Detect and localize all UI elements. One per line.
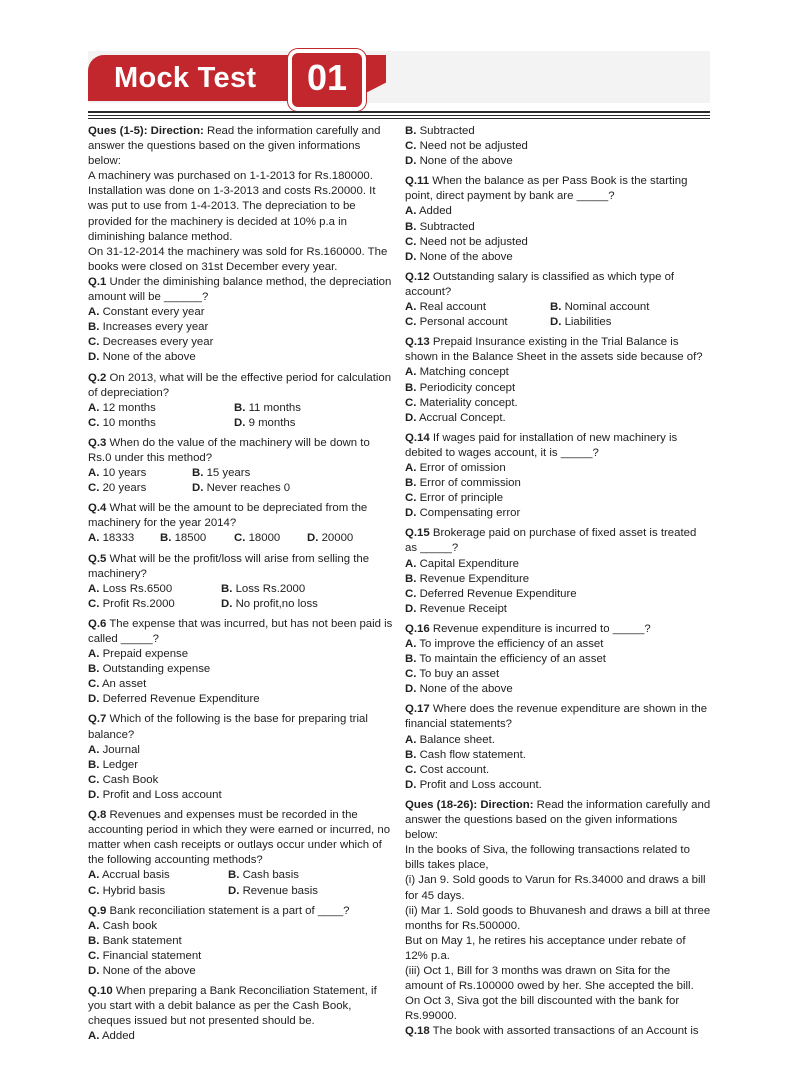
option: D. None of the above [405, 683, 513, 696]
option: B. Cash flow statement. [405, 748, 526, 761]
option: D. None of the above [88, 351, 196, 364]
option: D. Never reaches 0 [192, 482, 291, 495]
option: B. Subtracted [405, 220, 475, 233]
option: C. Materiality concept. [405, 396, 518, 409]
option: B. Nominal account [550, 301, 650, 314]
option: D. None of the above [405, 250, 513, 263]
question-text: Q.9 Bank reconciliation statement is a part of ____? [88, 904, 350, 917]
option: D. Accrual Concept. [405, 411, 506, 424]
option: A. 12 months [88, 401, 156, 414]
option: A. 18333 [88, 532, 135, 545]
question-text: Q.1 Under the diminishing balance method, the depreciation amount will be ______? [88, 275, 392, 304]
direction-info: (i) Jan 9. Sold goods to Varun for Rs.34000 and draws a bill for 45 days. [405, 874, 706, 902]
option: D. None of the above [88, 964, 196, 977]
option: A. Added [405, 205, 452, 218]
question-11 [405, 174, 711, 265]
option: C. Financial statement [88, 949, 202, 962]
direction-info: On 31-12-2014 the machinery was sold for Rs.160000. The books were closed on 31st December every year. [88, 245, 388, 273]
question-text: Q.3 When do the value of the machinery will be down to Rs.0 under this method? [88, 436, 370, 464]
question-text: Q.14 If wages paid for installation of new machinery is debited to wages account, it is _____? [405, 431, 678, 459]
option: D. No profit,no loss [221, 597, 318, 610]
option: C. An asset [88, 678, 147, 691]
direction-info: (iii) Oct 1, Bill for 3 months was drawn on Sita for the amount of Rs.100000 owed by her. She accepted the bill. On Oct 3, Siva got the bill discounted with the bank for Rs.99000. [405, 964, 694, 1023]
question-13 [405, 335, 711, 426]
option: C. Cash Book [88, 773, 159, 786]
header-rule [88, 115, 710, 116]
option: C. 20 years [88, 482, 147, 495]
option: B. To maintain the efficiency of an asset [405, 653, 606, 666]
option: C. To buy an asset [405, 668, 500, 681]
option: C. Personal account [405, 316, 508, 329]
option: C. Hybrid basis [88, 884, 166, 897]
option: D. Revenue basis [228, 884, 318, 897]
option: A. Error of omission [405, 461, 506, 474]
question-text: Q.16 Revenue expenditure is incurred to _____? [405, 622, 651, 635]
question-18 [405, 1024, 711, 1039]
question-14 [405, 431, 711, 522]
option: C. 18000 [234, 532, 281, 545]
option: C. Cost account. [405, 763, 490, 776]
option-row [88, 582, 394, 597]
option: B. Outstanding expense [88, 663, 211, 676]
option: A. Real account [405, 301, 487, 314]
question-text: Q.7 Which of the following is the base for preparing trial balance? [88, 713, 368, 741]
direction-info: (ii) Mar 1. Sold goods to Bhuvanesh and draws a bill at three months for Rs.500000. [405, 904, 711, 932]
option-row [405, 300, 711, 315]
option: A. Balance sheet. [405, 733, 495, 746]
option-row [88, 884, 394, 899]
right-column [405, 124, 711, 1039]
option: A. Matching concept [405, 366, 509, 379]
option: C. Deferred Revenue Expenditure [405, 587, 577, 600]
question-text: Q.8 Revenues and expenses must be recorded in the accounting period in which they were earned or incurred, no matter when cash receipts or outlays occur under which of the following accounting methods? [88, 809, 391, 867]
option: D. None of the above [405, 155, 513, 168]
option: A. Accrual basis [88, 869, 170, 882]
direction-text: Ques (1-5): Direction: Read the information carefully and answer the questions based on the given informations below: [88, 125, 381, 168]
option: C. Decreases every year [88, 336, 214, 349]
direction-info: But on May 1, he retires his acceptance under rebate of 12% p.a. [405, 934, 686, 962]
option: D. 9 months [234, 416, 296, 429]
option: B. 15 years [192, 467, 251, 480]
option: B. Subtracted [405, 125, 475, 137]
direction-block [88, 124, 394, 275]
question-6 [88, 617, 394, 708]
header-rule [88, 111, 710, 113]
option: D. Profit and Loss account [88, 788, 222, 801]
question-text: Q.5 What will be the profit/loss will arise from selling the machinery? [88, 552, 370, 580]
option: A. Constant every year [88, 306, 205, 319]
question-text: Q.4 What will be the amount to be depreciated from the machinery for the year 2014? [88, 502, 368, 530]
option: A. Cash book [88, 919, 158, 932]
option: A. 10 years [88, 467, 147, 480]
question-5 [88, 552, 394, 612]
option: B. Revenue Expenditure [405, 572, 530, 585]
option: C. Need not be adjusted [405, 235, 528, 248]
option: A. Journal [88, 743, 140, 756]
option: B. Increases every year [88, 321, 209, 334]
question-text: Q.15 Brokerage paid on purchase of fixed asset is treated as _____? [405, 527, 697, 555]
option: C. Error of principle [405, 492, 504, 505]
question-16 [405, 622, 711, 697]
option: B. 18500 [160, 532, 207, 545]
question-text: Q.10 When preparing a Bank Reconciliation Statement, if you start with a debit balance as per the Cash Book, cheques issued but not presented should be. [88, 985, 377, 1028]
question-17 [405, 702, 711, 793]
option: A. To improve the efficiency of an asset [405, 638, 604, 650]
question-4 [88, 501, 394, 546]
question-text: Q.17 Where does the revenue expenditure are shown in the financial statements? [405, 703, 708, 731]
question-9 [88, 904, 394, 979]
option: D. Compensating error [405, 507, 521, 520]
question-7 [88, 712, 394, 803]
left-column [88, 124, 394, 1044]
direction-info: A machinery was purchased on 1-1-2013 for Rs.180000. Installation was done on 1-3-2013 and costs Rs.20000. It was put to use from 1-4-2013. The depreciation to be provided for the machinery is decided at 10% p.a in diminishing balance method. [88, 170, 376, 243]
option: D. Revenue Receipt [405, 602, 507, 615]
option: A. Prepaid expense [88, 648, 189, 661]
option-row [88, 868, 394, 883]
question-8 [88, 808, 394, 899]
test-number: 01 [306, 57, 348, 98]
question-text: Q.12 Outstanding salary is classified as which type of account? [405, 270, 675, 298]
question-text: Q.13 Prepaid Insurance existing in the Trial Balance is shown in the Balance Sheet in the assets side because of? [405, 336, 703, 364]
option: A. Loss Rs.6500 [88, 582, 173, 595]
option-row [88, 481, 394, 496]
option: C. 10 months [88, 416, 156, 429]
question-10-continued [405, 124, 711, 169]
question-2 [88, 371, 394, 431]
option: B. 11 months [234, 401, 301, 414]
question-text: Q.6 The expense that was incurred, but has not been paid is called _____? [88, 617, 393, 645]
option: D. Deferred Revenue Expenditure [88, 693, 260, 706]
direction-text: Ques (18-26): Direction: Read the information carefully and answer the questions based on the given informations below: [405, 798, 711, 842]
option: A. Added [88, 1030, 135, 1043]
option-row [88, 597, 394, 612]
option: D. Liabilities [550, 316, 612, 329]
question-text: Q.18 The book with assorted transactions of an Account is [405, 1025, 699, 1038]
page-title: Mock Test [114, 62, 257, 94]
question-3 [88, 436, 394, 496]
option-row [88, 416, 394, 431]
option: B. Ledger [88, 758, 139, 771]
option: B. Loss Rs.2000 [221, 582, 306, 595]
option-row [88, 401, 394, 416]
question-1 [88, 275, 394, 366]
option: B. Cash basis [228, 869, 299, 882]
option: B. Periodicity concept [405, 381, 516, 394]
question-text: Q.2 On 2013, what will be the effective period for calculation of depreciation? [88, 371, 392, 399]
question-15 [405, 526, 711, 617]
option: D. Profit and Loss account. [405, 778, 542, 791]
direction-block [405, 798, 711, 1024]
option: B. Bank statement [88, 934, 182, 947]
direction-info: In the books of Siva, the following transactions related to bills takes place, [405, 844, 690, 872]
option: D. 20000 [307, 532, 354, 545]
option: A. Capital Expenditure [405, 557, 519, 570]
option: B. Error of commission [405, 477, 521, 490]
header-rule [88, 118, 710, 119]
option: C. Profit Rs.2000 [88, 597, 175, 610]
question-text: Q.11 When the balance as per Pass Book is the starting point, direct payment by bank are _____? [405, 175, 688, 203]
option-row [88, 466, 394, 481]
option: C. Need not be adjusted [405, 140, 528, 153]
question-10 [88, 984, 394, 1044]
question-12 [405, 270, 711, 330]
option-row [88, 531, 394, 546]
option-row [405, 315, 711, 330]
